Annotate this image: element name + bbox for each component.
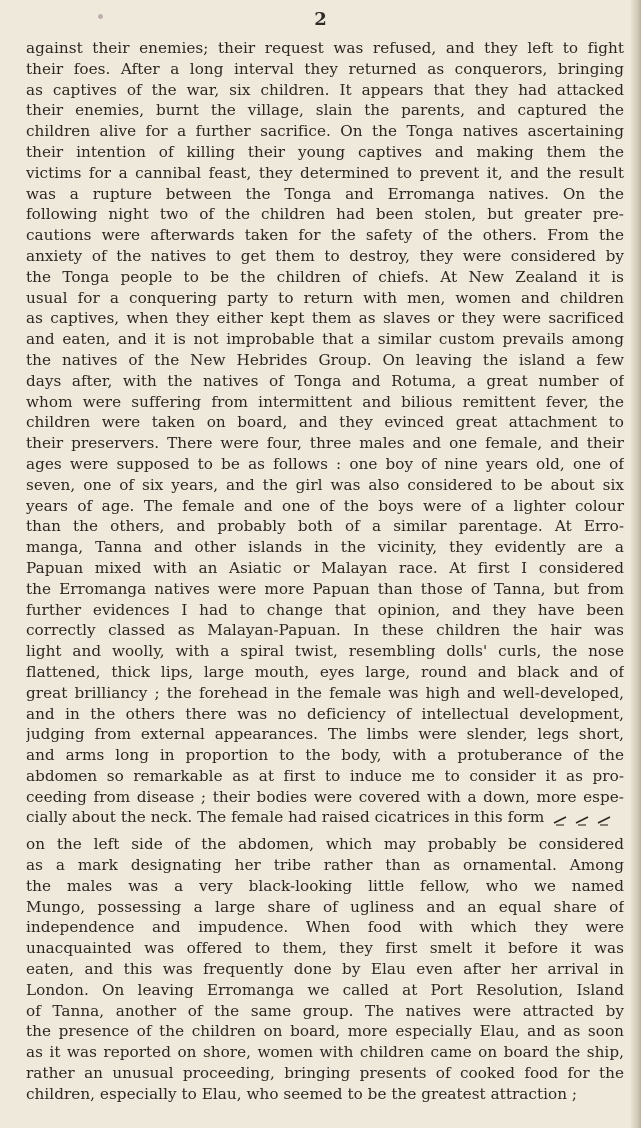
text-line: than the others, and probably both of a similar parentage. At Erro-: [26, 517, 624, 536]
text-line: ceeding from disease ; their bodies were covered with a down, more espe-: [26, 787, 624, 806]
cicatrice-mark-figure: [550, 808, 616, 828]
body-text: [26, 38, 624, 1105]
text-line: as a mark designating her tribe rather than as ornamental. Among: [26, 856, 624, 875]
text-line: their intention of killing their young captives and making them the: [26, 142, 624, 161]
text-line: on the left side of the abdomen, which may probably be considered: [26, 835, 624, 854]
text-line: cially about the neck. The female had raised cicatrices in this form: [26, 807, 624, 828]
text-line: cautions were afterwards taken for the safety of the others. From the: [26, 226, 624, 245]
text-line: Papuan mixed with an Asiatic or Malayan race. At first I considered: [26, 558, 624, 577]
text-line: children, especially to Elau, who seemed to be the greatest attraction ;: [26, 1084, 578, 1103]
text-line: against their enemies; their request was refused, and they left to fight: [26, 39, 624, 57]
text-line: unacquainted was offered to them, they first smelt it before it was: [26, 939, 624, 958]
text-line: abdomen so remarkable as at first to induce me to consider it as pro-: [26, 766, 624, 785]
text-line: as captives, when they either kept them as slaves or they were sacrificed: [26, 309, 624, 328]
text-line: following night two of the children had been stolen, but greater pre-: [26, 205, 624, 224]
text-line: as captives of the war, six children. It appears that they had attacked: [26, 80, 624, 99]
text-line: and eaten, and it is not improbable that a similar custom prevails among: [26, 330, 624, 349]
text-line: and arms long in proportion to the body, with a protuberance of the: [26, 746, 624, 765]
text-line: as it was reported on shore, women with children came on board the ship,: [26, 1043, 624, 1062]
text-line: and in the others there was no deficiency of intellectual development,: [26, 704, 624, 723]
text-line: great brilliancy ; the forehead in the female was high and well-developed,: [26, 683, 624, 702]
text-line: years of age. The female and one of the boys were of a lighter colour: [26, 496, 624, 515]
text-line: independence and impudence. When food with which they were: [26, 918, 624, 937]
text-line: correctly classed as Malayan-Papuan. In these children the hair was: [26, 621, 624, 640]
text-line: the presence of the children on board, more especially Elau, and as soon: [26, 1022, 624, 1041]
text-line: children were taken on board, and they evinced great attachment to: [26, 413, 624, 432]
text-line: London. On leaving Erromanga we called at Port Resolution, Island: [26, 980, 624, 999]
text-line: victims for a cannibal feast, they determined to prevent it, and the result: [26, 163, 624, 182]
text-line: judging from external appearances. The limbs were slender, legs short,: [26, 725, 624, 744]
text-line: the natives of the New Hebrides Group. On leaving the island a few: [26, 350, 624, 369]
text-line: children alive for a further sacrifice. On the Tonga natives ascertaining: [26, 122, 624, 141]
text-line: their enemies, burnt the village, slain the parents, and captured the: [26, 101, 624, 120]
text-line: days after, with the natives of Tonga and Rotuma, a great number of: [26, 371, 624, 390]
text-line: further evidences I had to change that opinion, and they have been: [26, 600, 624, 619]
text-line: usual for a conquering party to return with men, women and children: [26, 288, 624, 307]
text-line: manga, Tanna and other islands in the vicinity, they evidently are a: [26, 538, 624, 557]
text-line: eaten, and this was frequently done by Elau even after her arrival in: [26, 960, 624, 979]
text-line: the males was a very black-looking little fellow, who we named: [26, 876, 624, 895]
page-number: 2: [314, 9, 327, 30]
page-edge-shadow: [631, 0, 641, 1128]
text-line: seven, one of six years, and the girl was also considered to be about six: [26, 475, 624, 494]
text-line: flattened, thick lips, large mouth, eyes large, round and black and of: [26, 662, 624, 681]
cicatrice-stroke: [576, 817, 588, 823]
text-line: of Tanna, another of the same group. The natives were attracted by: [26, 1001, 624, 1020]
text-line: the Erromanga natives were more Papuan than those of Tanna, but from: [26, 579, 624, 598]
text-line: anxiety of the natives to get them to destroy, they were considered by: [26, 246, 624, 265]
text-line: light and woolly, with a spiral twist, resembling dolls' curls, the nose: [26, 642, 624, 661]
text-line: their preservers. There were four, three males and one female, and their: [26, 434, 624, 453]
text-line: Mungo, possessing a large share of ugliness and an equal share of: [26, 897, 624, 916]
text-line: their foes. After a long interval they returned as conquerors, bringing: [26, 59, 624, 78]
cicatrice-stroke: [554, 817, 566, 823]
text-line: ages were supposed to be as follows : one boy of nine years old, one of: [26, 454, 624, 473]
cicatrice-stroke: [598, 817, 610, 823]
text-line: whom were suffering from intermittent and bilious remittent fever, the: [26, 392, 624, 411]
text-line: rather an unusual proceeding, bringing presents of cooked food for the: [26, 1064, 624, 1083]
text-line: was a rupture between the Tonga and Erromanga natives. On the: [26, 184, 624, 203]
text-line: the Tonga people to be the children of chiefs. At New Zealand it is: [26, 267, 624, 286]
